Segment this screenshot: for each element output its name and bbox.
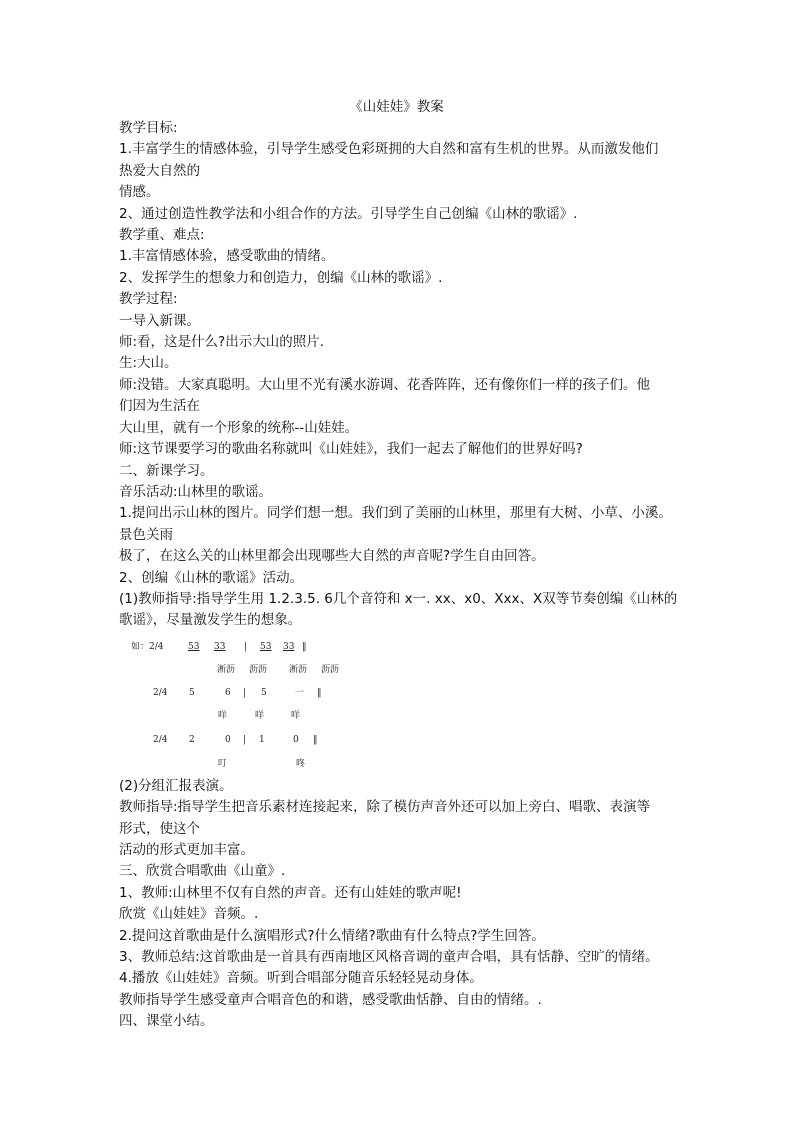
notation-note: 5 (189, 687, 195, 698)
notation-lyric: 咩 (255, 710, 265, 721)
notation-barline: | (243, 687, 247, 698)
notation-lyric: 咚 (296, 758, 306, 769)
text-line: 一导入新课。 (119, 312, 200, 329)
text-line: 情感。 (119, 184, 160, 201)
text-line: 们因为生活在 (119, 398, 200, 415)
notation-note: 53 (260, 641, 272, 652)
text-line: 欣赏《山娃娃》音频。. (119, 906, 259, 923)
notation-lyric: 沥沥 (249, 664, 268, 675)
document-title: 《山娃娃》教案 (349, 99, 444, 115)
text-line: 大山里，就有一个形象的统称--山娃娃。 (119, 419, 359, 436)
text-line: 形式，使这个 (119, 820, 200, 837)
notation-lyrics-1 (131, 663, 431, 677)
notation-end-bar: ‖ (302, 641, 307, 652)
text-line: 景色关雨 (119, 526, 173, 543)
text-line: 音乐活动:山林里的歌谣。 (119, 483, 273, 500)
notation-lyric: 咩 (218, 710, 228, 721)
text-line: 极了，在这么关的山林里都会出现哪些大自然的声音呢?学生自由回答。 (119, 548, 545, 565)
notation-note: 6 (225, 687, 231, 698)
text-block-objectives-process (119, 118, 681, 632)
text-line: 师:这节课要学习的歌曲名称就叫《山娃娃》，我们一起去了解他们的世界好吗? (119, 441, 583, 458)
notation-barline: | (243, 734, 247, 745)
text-line: 二、新课学习。 (119, 462, 214, 479)
notation-lyric: 淅沥 (217, 664, 236, 675)
text-line: 4.播放《山娃娃》音频。听到合唱部分随音乐轻轻晃动身体。 (119, 970, 483, 987)
text-line: 教师指导:指导学生把音乐素材连接起来，除了模仿声音外还可以加上旁白、唱歌、表演等 (119, 799, 651, 816)
notation-lyrics-3 (131, 757, 431, 771)
text-line: 四、课堂小结。 (119, 1013, 214, 1030)
notation-meter: 2/4 (153, 734, 168, 745)
text-line: (2)分组汇报表演。 (119, 777, 233, 794)
text-line: 师:看，这是什么?出示大山的照片. (119, 334, 325, 351)
text-line: 1.丰富学生的情感体验，引导学生感受色彩斑拥的大自然和富有生机的世界。从而激发他们 (119, 141, 659, 158)
notation-note: 0 (225, 734, 231, 745)
notation-note: 53 (188, 641, 200, 652)
notation-lyric: 淅沥 (289, 664, 308, 675)
text-block-activity-summary (119, 776, 681, 1033)
notation-meter: 2/4 (153, 687, 168, 698)
notation-row-2 (153, 686, 433, 700)
text-line: 教学过程: (119, 291, 178, 308)
notation-end-bar: ‖ (313, 734, 318, 745)
text-line: 3、教师总结:这首歌曲是一首具有西南地区风格音调的童声合唱，具有恬静、空旷的情绪。 (119, 949, 659, 965)
notation-note: 33 (214, 641, 226, 652)
notation-row-3 (153, 733, 433, 747)
text-line: 教师指导学生感受童声合唱音色的和谐，感受歌曲恬静、自由的情绪。. (119, 991, 542, 1008)
notation-note: 一 (295, 687, 305, 698)
notation-note: 1 (259, 734, 265, 745)
text-line: (1)教师指导:指导学生用 1.2.3.5. 6几个音符和 x一. xx、x0、Xxx、X双等节奏创编《山林的 (119, 590, 678, 607)
text-line: 2、创编《山林的歌谣》活动。 (119, 569, 304, 586)
notation-prefix: 如：2/4 (131, 641, 164, 652)
notation-end-bar: ‖ (317, 687, 322, 698)
text-line: 2.提问这首歌曲是什么演唱形式?什么情绪?歌曲有什么特点?学生回答。 (119, 927, 545, 944)
text-line: 2、发挥学生的想象力和创造力，创编《山林的歌谣》. (119, 269, 443, 286)
text-line: 三、欣赏合唱歌曲《山童》. (119, 863, 286, 880)
notation-note: 0 (293, 734, 299, 745)
text-line: 1、教师:山林里不仅有自然的声音。还有山娃娃的歌声呢! (119, 884, 462, 901)
notation-note: 33 (283, 641, 295, 652)
text-line: 教学重、难点: (119, 227, 205, 244)
notation-row-1 (131, 640, 431, 654)
text-line: 2、通过创造性教学法和小组合作的方法。引导学生自己创编《山林的歌谣》. (119, 205, 578, 222)
text-line: 热爱大自然的 (119, 162, 200, 179)
notation-lyrics-2 (131, 709, 431, 723)
notation-lyric: 沥沥 (321, 664, 340, 675)
rhythm-notation-example (119, 636, 681, 776)
notation-note: 2 (189, 734, 195, 745)
text-line: 活动的形式更加丰富。 (119, 841, 254, 858)
notation-lyric: 叮 (218, 758, 228, 769)
text-line: 师:没错。大家真聪明。大山里不光有溪水游调、花香阵阵，还有像你们一样的孩子们。他 (119, 376, 651, 393)
text-line: 教学目标: (119, 120, 178, 136)
document-body (119, 118, 681, 1033)
text-line: 生:大山。 (119, 355, 178, 372)
text-line: 1.提问出示山林的图片。同学们想一想。我们到了美丽的山林里，那里有大树、小草、小溪。 (119, 505, 672, 522)
notation-barline: | (244, 641, 248, 652)
notation-lyric: 咩 (291, 710, 301, 721)
text-line: 1.丰富情感体验，感受歌曲的情绪。 (119, 248, 335, 265)
text-line: 歌谣》，尽量激发学生的想象。 (119, 612, 302, 629)
notation-note: 5 (261, 687, 267, 698)
